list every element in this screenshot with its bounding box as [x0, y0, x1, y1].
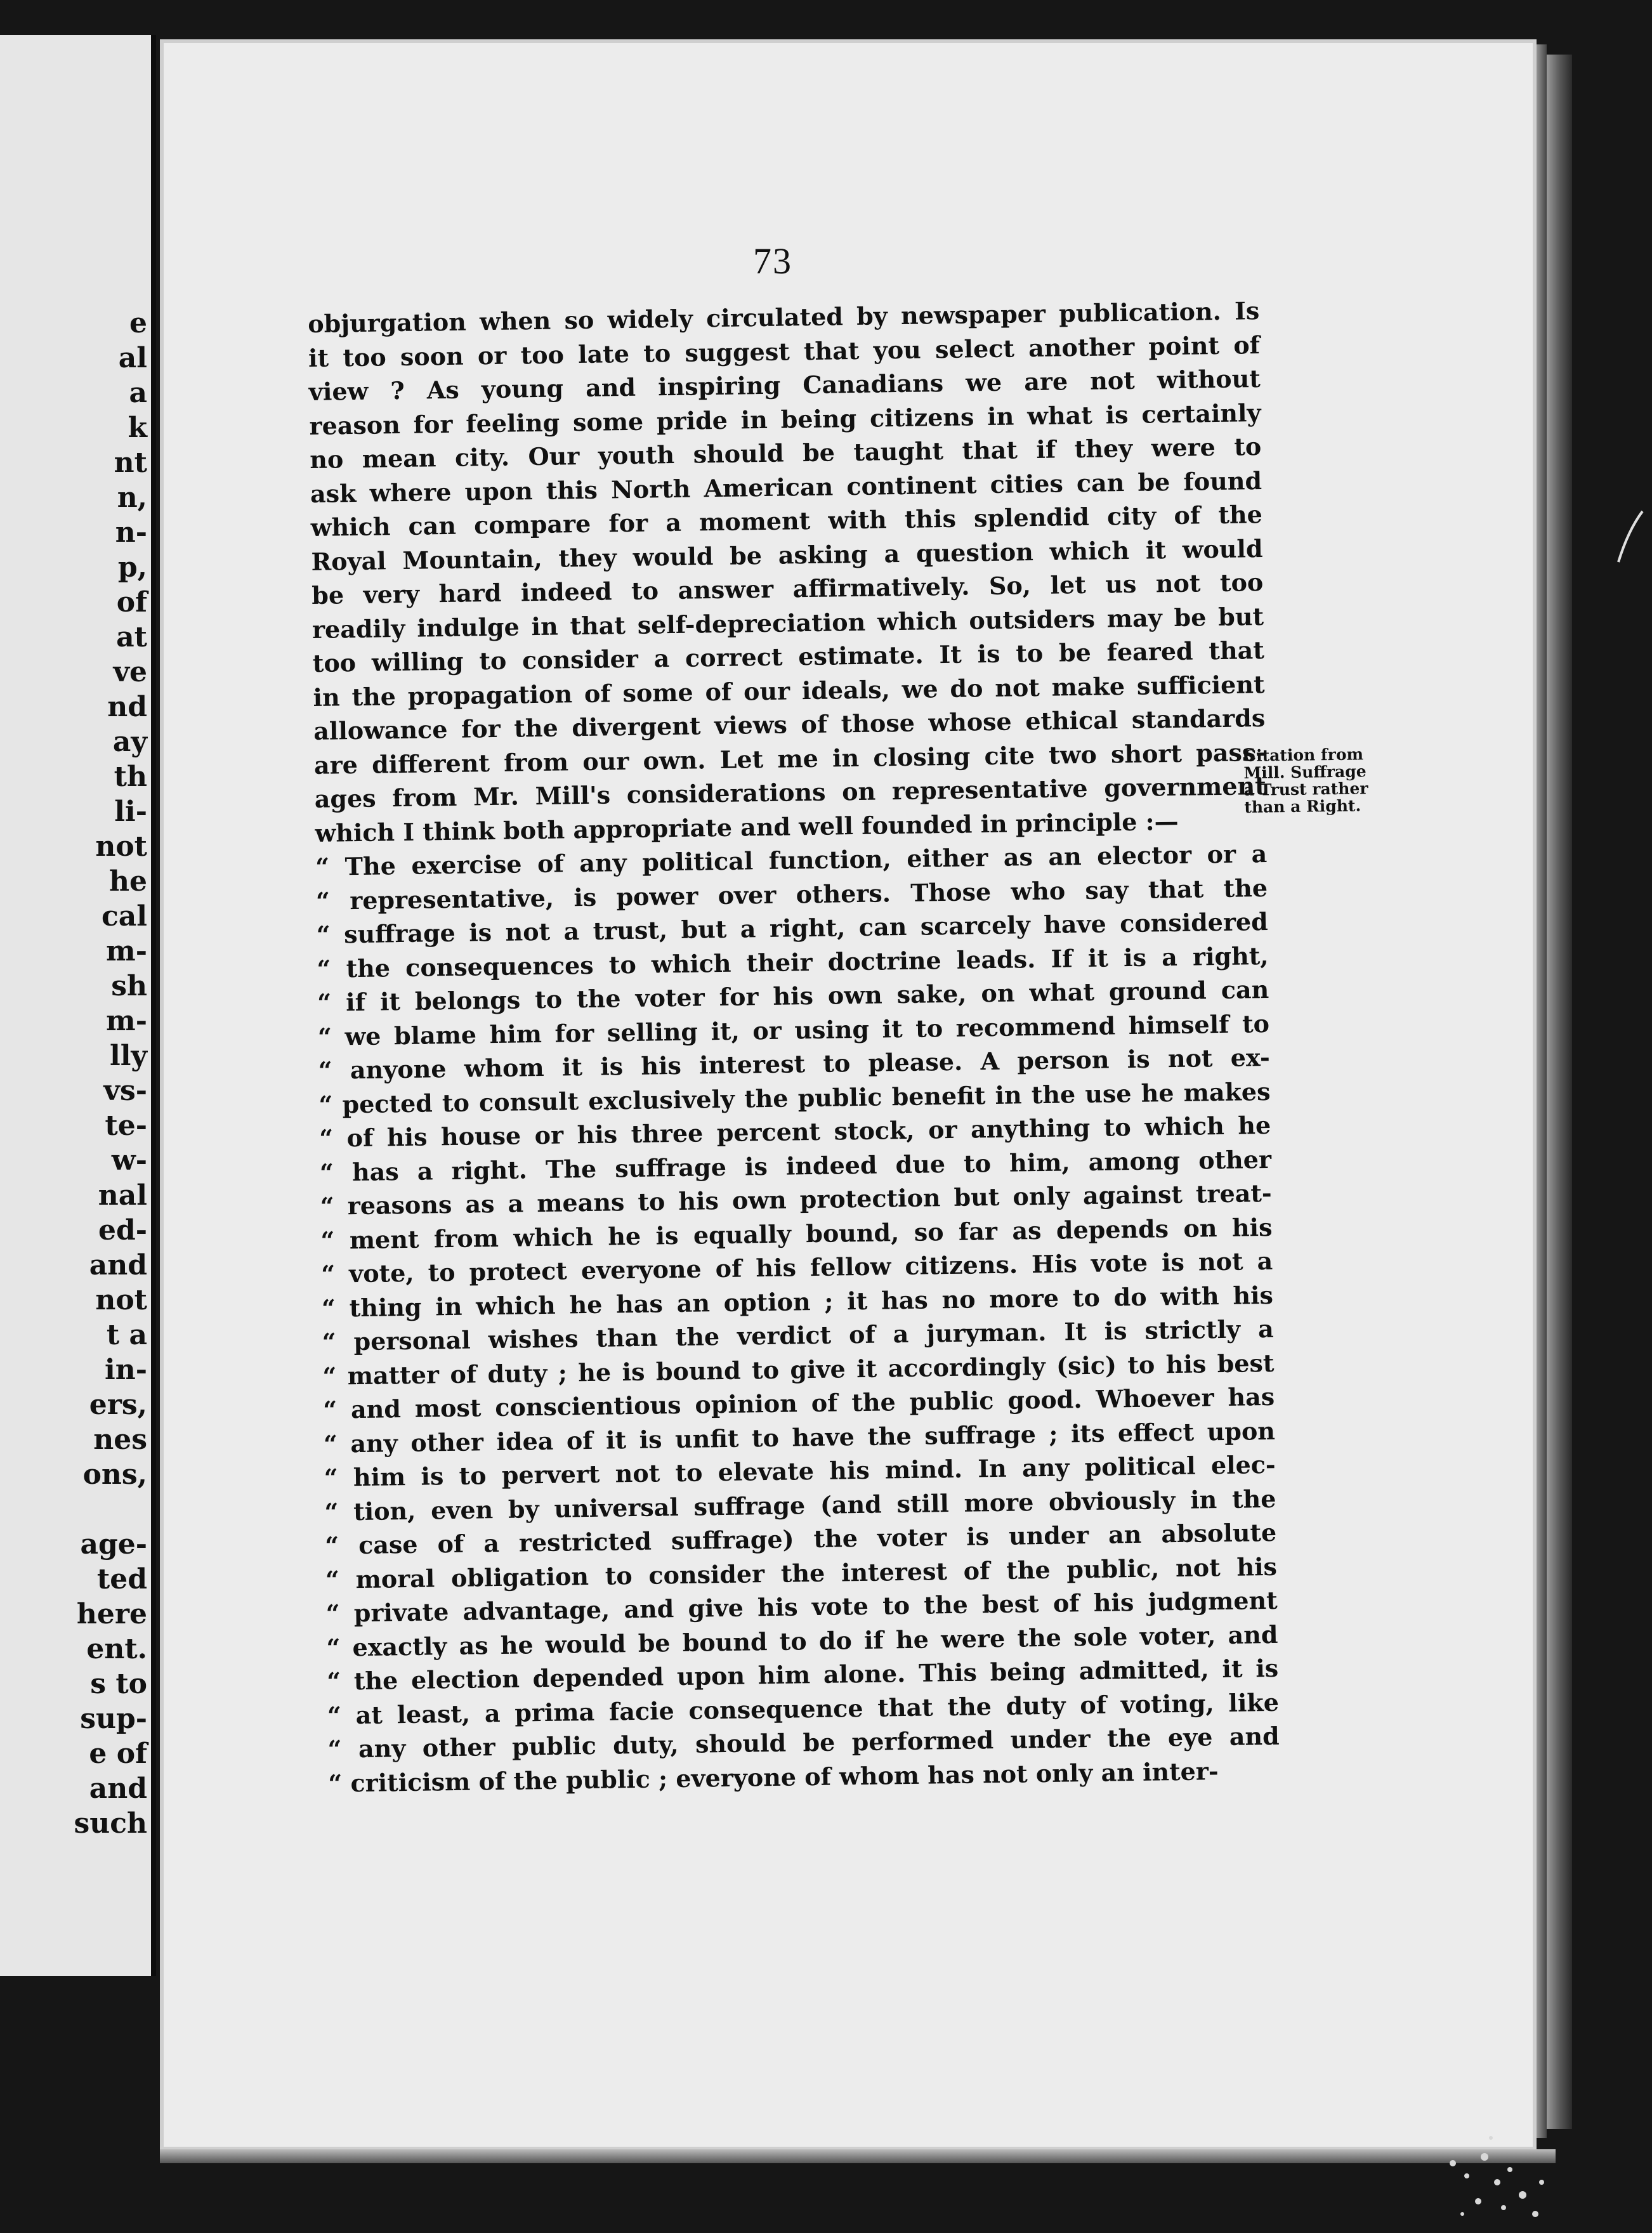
previous-page-line: th [114, 761, 147, 793]
previous-page-line: sup- [80, 1703, 147, 1735]
text-line: it too soon or too late to suggest that you select another point of [308, 330, 1261, 372]
text-line: reason for feeling some pride in being citizens in what is certainly [309, 398, 1261, 440]
previous-page-line: s to [90, 1668, 147, 1700]
text-line: ask where upon this North American continent cities can be found [310, 466, 1262, 508]
previous-page-line: and [89, 1772, 147, 1805]
page-number: 73 [753, 240, 792, 282]
previous-page-line: nes [93, 1424, 147, 1456]
previous-page-line: m- [106, 935, 147, 967]
text-line: “ ment from which he is equally bound, so far as depends on his [320, 1212, 1273, 1255]
text-line: view ? As young and inspiring Canadians we are not without [308, 364, 1261, 406]
previous-page-line: in- [105, 1354, 147, 1386]
text-line: are different from our own. Let me in closing cite two short pass- [313, 737, 1266, 780]
stray-mark [1615, 508, 1646, 565]
previous-page-line: here [76, 1598, 147, 1630]
text-line: “ if it belongs to the voter for his own sake, on what ground can [317, 974, 1269, 1017]
text-line: “ suffrage is not a trust, but a right, can scarcely have considered [316, 907, 1268, 949]
text-line: “ has a right. The suffrage is indeed due to him, among other [319, 1144, 1272, 1187]
text-line: “ The exercise of any political function, either as an elector or a [315, 839, 1268, 881]
text-line: “ any other idea of it is unfit to have the suffrage ; its effect upon [323, 1416, 1276, 1458]
previous-page-line: n, [117, 481, 147, 514]
previous-page-line: nt [114, 447, 147, 479]
text-line: allowance for the divergent views of those whose ethical standards [313, 703, 1266, 745]
previous-page-line: w- [111, 1144, 147, 1177]
text-line: “ exactly as he would be bound to do if he were the sole voter, and [326, 1620, 1278, 1662]
text-line: “ the consequences to which their doctrine leads. If it is a right, [317, 941, 1269, 983]
previous-page-line: such [74, 1807, 147, 1840]
previous-page-line: ve [113, 656, 147, 688]
text-line: in the propagation of some of our ideals, we do not make sufficient [313, 669, 1265, 712]
previous-page-line: a [129, 377, 147, 409]
page-body-text [308, 294, 1280, 1800]
previous-page-line: ons, [82, 1458, 147, 1491]
previous-page-line: li- [114, 796, 147, 828]
page-bottom-edge [160, 2149, 1556, 2163]
text-line: “ at least, a prima facie consequence that the duty of voting, like [327, 1687, 1280, 1730]
text-line: “ thing in which he has an option ; it has no more to do with his [321, 1280, 1274, 1323]
text-line: Royal Mountain, they would be asking a question which it would [311, 534, 1263, 576]
text-line: “ we blame him for selling it, or using it to recommend himself to [317, 1009, 1270, 1051]
text-line: “ him is to pervert not to elevate his mind. In any political elec- [324, 1450, 1276, 1492]
text-line: “ of his house or his three percent stock, or anything to which he [318, 1110, 1271, 1153]
previous-page-line: ay [112, 726, 147, 758]
previous-page-line: e of [89, 1738, 147, 1770]
text-line: “ matter of duty ; he is bound to give it accordingly (sic) to his best [322, 1348, 1275, 1391]
previous-page-line: lly [110, 1040, 147, 1072]
previous-page-line: ers, [89, 1389, 147, 1421]
text-line: too willing to consider a correct estimate. It is to be feared that [312, 636, 1265, 678]
margin-note-line: Citation from [1243, 745, 1364, 765]
scan-noise [1427, 2125, 1554, 2227]
margin-note-line: Mill. Suffrage [1243, 762, 1367, 782]
text-line: be very hard indeed to answer affirmatively. So, let us not too [311, 568, 1264, 610]
previous-page-line: vs- [103, 1075, 147, 1107]
previous-page-line: k [128, 412, 147, 444]
text-line: readily indulge in that self-depreciation which outsiders may be but [311, 601, 1264, 644]
previous-page-line: of [116, 586, 147, 619]
text-line: “ reasons as a means to his own protection but only against treat- [320, 1178, 1272, 1221]
previous-page-line: t a [106, 1319, 147, 1351]
previous-page-line: not [95, 830, 147, 863]
text-line: “ anyone whom it is his interest to please. A person is not ex- [318, 1042, 1270, 1085]
margin-note-line: than a Right. [1244, 796, 1361, 816]
page-stack-edge [1547, 55, 1572, 2129]
previous-page-line: nal [98, 1179, 147, 1212]
text-line: “ vote, to protect everyone of his fellow citizens. His vote is not a [320, 1246, 1273, 1288]
text-line: “ and most conscientious opinion of the public good. Whoever has [322, 1382, 1275, 1424]
text-line: no mean city. Our youth should be taught that if they were to [310, 432, 1262, 474]
previous-page-line: cal [101, 900, 147, 933]
text-line: “ private advantage, and give his vote to the best of his judgment [325, 1585, 1278, 1628]
previous-page-line: nd [107, 691, 147, 723]
previous-page-line: te- [105, 1110, 147, 1142]
text-line: ages from Mr. Mill's considerations on representative government [314, 771, 1266, 813]
text-line: “ moral obligation to consider the interest of the public, not his [325, 1552, 1278, 1594]
previous-page-fragment [0, 35, 156, 1976]
previous-page-line: e [129, 307, 147, 339]
previous-page-line: and [89, 1249, 147, 1281]
previous-page-line: he [109, 865, 147, 898]
previous-page-line: ted [96, 1563, 147, 1595]
text-line: which can compare for a moment with this splendid city of the [310, 500, 1263, 542]
previous-page-line: age- [80, 1528, 147, 1561]
previous-page-line: al [118, 342, 147, 374]
previous-page-line: m- [106, 1005, 147, 1037]
previous-page-line: sh [111, 970, 147, 1002]
text-line: objurgation when so widely circulated by newspaper publication. Is [308, 296, 1260, 338]
previous-page-line: ed- [98, 1214, 147, 1247]
text-line: “ criticism of the public ; everyone of whom has not only an inter- [328, 1756, 1219, 1798]
text-line: “ personal wishes than the verdict of a juryman. It is strictly a [322, 1314, 1274, 1356]
text-line: “ tion, even by universal suffrage (and still more obviously in the [324, 1484, 1276, 1526]
text-line: “ the election depended upon him alone. This being admitted, it is [326, 1653, 1279, 1696]
previous-page-line: n- [115, 516, 147, 549]
previous-page-line: at [116, 621, 147, 653]
previous-page-line: ent. [86, 1633, 147, 1665]
text-line: “ representative, is power over others. Those who say that the [315, 873, 1268, 915]
text-line: “ case of a restricted suffrage) the voter is under an absolute [324, 1517, 1277, 1560]
text-line: which I think both appropriate and well founded in principle :— [315, 806, 1179, 848]
previous-page-line: not [95, 1284, 147, 1316]
previous-page-line: p, [117, 551, 147, 584]
margin-note [1243, 745, 1377, 816]
text-line: “ pected to consult exclusively the public benefit in the use he makes [318, 1077, 1271, 1119]
text-line: “ any other public duty, should be performed under the eye and [327, 1721, 1280, 1764]
margin-note-line: a Trust rather [1243, 779, 1368, 799]
